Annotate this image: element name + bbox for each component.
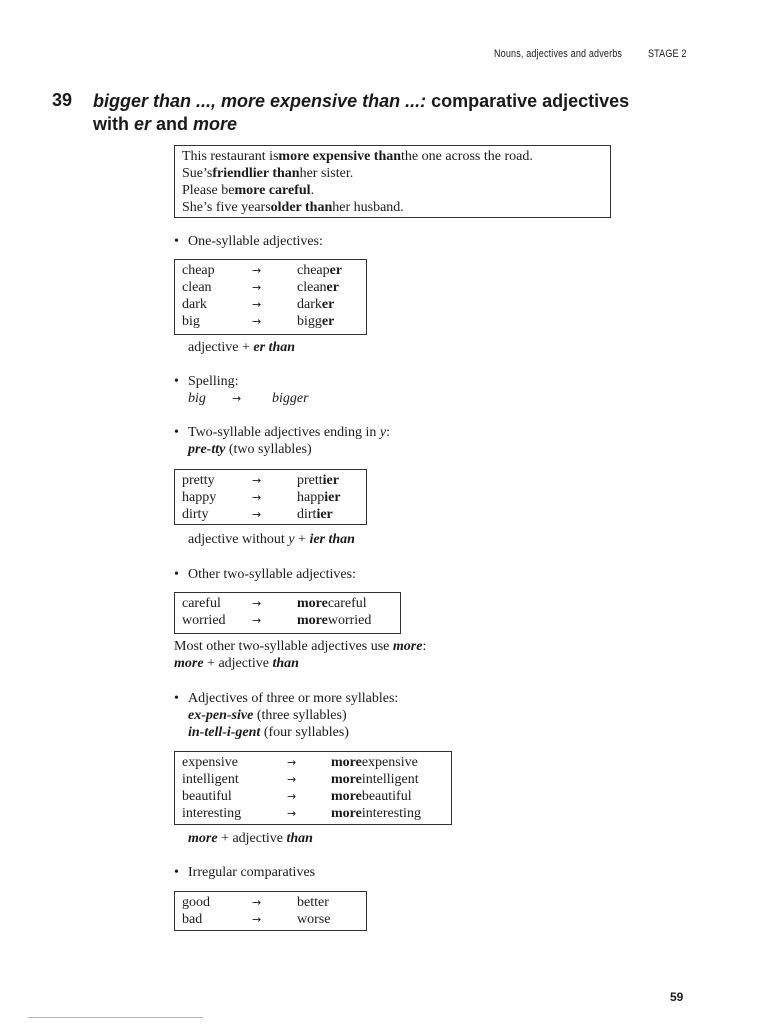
arrow-icon: → [252, 913, 262, 926]
two-syllable-y-example: pre-tty (two syllables) [188, 442, 312, 457]
unit-title [93, 90, 653, 136]
arrow-icon: → [252, 491, 262, 504]
bottom-rule [28, 1017, 203, 1018]
bullet-irregular: • Irregular comparatives [174, 865, 316, 880]
running-header-stage: STAGE 2 [648, 48, 687, 60]
irregular-table [174, 891, 367, 931]
example-sentence: This restaurant is more expensive than the one across the road. [182, 149, 533, 164]
page-number: 59 [670, 990, 684, 1004]
table-row: happy → happ ier [182, 490, 341, 505]
table-row: intelligent → more intelligent [182, 772, 419, 787]
unit-title-rest: comparative adjectives [426, 91, 630, 111]
spelling-example: big → bigger [188, 391, 309, 406]
bullet-other-two-syllable: • Other two-syllable adjectives: [174, 567, 356, 582]
arrow-icon: → [232, 392, 242, 405]
table-row: interesting → more interesting [182, 806, 421, 821]
table-row: worried → more worried [182, 613, 372, 628]
example-sentence: Please be more careful . [182, 183, 315, 198]
arrow-icon: → [287, 807, 297, 820]
table-row: pretty → prett ier [182, 473, 339, 488]
three-plus-table [174, 751, 452, 825]
table-row: careful → more careful [182, 596, 367, 611]
table-row: big → bigg er [182, 314, 335, 329]
arrow-icon: → [252, 614, 262, 627]
table-row: bad → worse [182, 912, 331, 927]
three-plus-example-2: in-tell-i-gent (four syllables) [188, 725, 349, 740]
unit-title-line2-a: with [93, 114, 134, 134]
arrow-icon: → [252, 315, 262, 328]
arrow-icon: → [252, 508, 262, 521]
rule-two-syllable-y: adjective without y + ier than [188, 532, 355, 547]
unit-title-line2-c: and [151, 114, 194, 134]
one-syllable-table [174, 259, 367, 335]
arrow-icon: → [252, 264, 262, 277]
table-row: good → better [182, 895, 329, 910]
unit-title-line2-d: more [193, 114, 238, 134]
table-row: dirty → dirt ier [182, 507, 333, 522]
example-sentences-box [174, 145, 611, 218]
unit-title-italic: bigger than ..., more expensive than ...: [93, 91, 427, 111]
arrow-icon: → [252, 597, 262, 610]
other-two-syllable-table [174, 592, 401, 634]
bullet-two-syllable-y: • Two-syllable adjectives ending in y: [174, 425, 390, 440]
running-header-section: Nouns, adjectives and adverbs [494, 48, 623, 60]
arrow-icon: → [287, 773, 297, 786]
three-plus-example-1: ex-pen-sive (three syllables) [188, 708, 347, 723]
bullet-three-plus-syllables: • Adjectives of three or more syllables: [174, 691, 399, 706]
example-sentence: Sue’s friendlier than her sister. [182, 166, 354, 181]
bullet-spelling: • Spelling: [174, 374, 239, 389]
table-row: cheap → cheap er [182, 263, 343, 278]
arrow-icon: → [252, 474, 262, 487]
unit-number: 39 [52, 90, 73, 110]
two-syllable-y-table [174, 469, 367, 525]
unit-title-line2-b: er [134, 114, 152, 134]
arrow-icon: → [252, 298, 262, 311]
arrow-icon: → [252, 281, 262, 294]
example-sentence: She’s five years older than her husband. [182, 200, 404, 215]
arrow-icon: → [252, 896, 262, 909]
arrow-icon: → [287, 756, 297, 769]
table-row: clean → clean er [182, 280, 339, 295]
rule-three-plus: more + adjective than [188, 831, 313, 846]
table-row: dark → dark er [182, 297, 335, 312]
arrow-icon: → [287, 790, 297, 803]
note-other-two-syllable: Most other two-syllable adjectives use more: [174, 639, 427, 654]
rule-one-syllable: adjective + er than [188, 340, 296, 355]
table-row: expensive → more expensive [182, 755, 418, 770]
table-row: beautiful → more beautiful [182, 789, 412, 804]
rule-other-two-syllable: more + adjective than [174, 656, 299, 671]
bullet-one-syllable: • One-syllable adjectives: [174, 234, 323, 249]
